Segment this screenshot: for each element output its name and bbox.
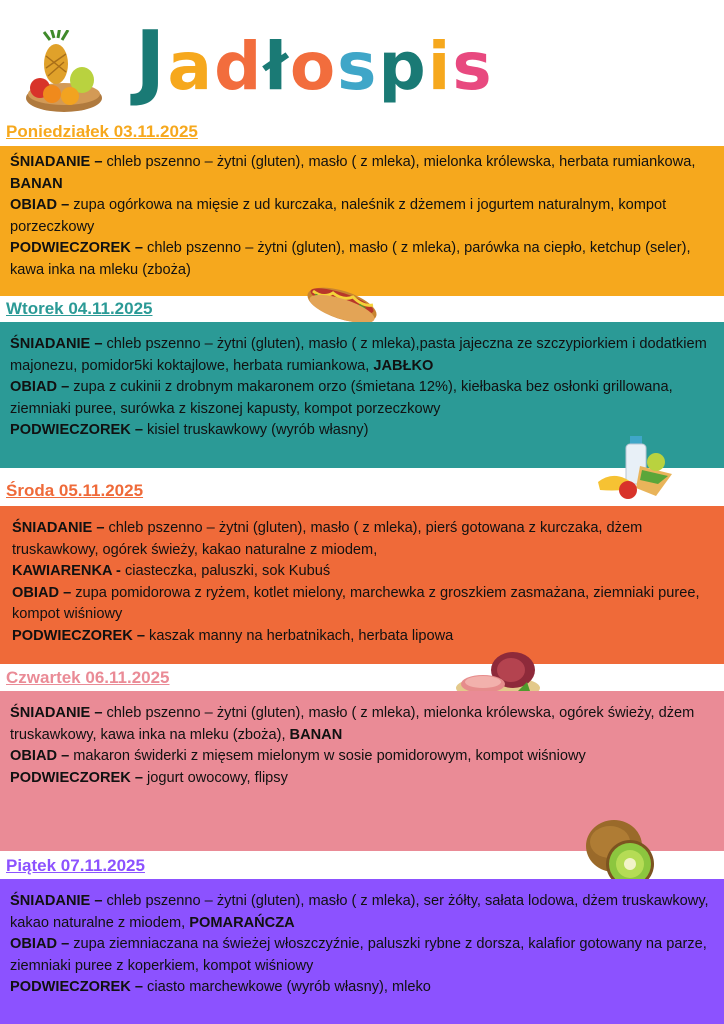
- day-title-wednesday: Środa 05.11.2025: [6, 481, 144, 500]
- meal-breakfast: ŚNIADANIE – chleb pszenno – żytni (gluten), masło ( z mleka), pierś gotowana z kurczaka, dżem truskawkowy, ogórek świeży, kakao naturalne z miodem,: [12, 520, 643, 558]
- title-letter: i: [427, 28, 453, 105]
- day-title-tuesday: Wtorek 04.11.2025: [6, 299, 153, 318]
- meal-lunch: OBIAD – zupa pomidorowa z ryżem, kotlet mielony, marchewka z groszkiem zasmażana, ziemniaki puree, kompot wiśniowy: [12, 584, 700, 622]
- title-letter: o: [289, 28, 338, 105]
- title-letter: J: [135, 14, 168, 109]
- day-band-friday: [0, 879, 724, 1024]
- meal-breakfast: ŚNIADANIE – chleb pszenno – żytni (gluten), masło ( z mleka), mielonka królewska, herbata rumiankowa, BANAN: [10, 154, 696, 192]
- lunchbox-icon: [596, 432, 676, 502]
- meal-breakfast: ŚNIADANIE – chleb pszenno – żytni (gluten), masło ( z mleka),pasta jajeczna ze szczypiorkiem i dodatkiem majonezu, pomidor5ki koktajlowe, herbata rumiankowa, JABŁKO: [10, 336, 707, 374]
- title-letter: ł: [263, 28, 290, 105]
- meal-breakfast: ŚNIADANIE – chleb pszenno – żytni (gluten), masło ( z mleka), ser żółty, sałata lodowa, dżem truskawkowy, kakao naturalne z miodem, POMARAŃCZA: [10, 893, 709, 931]
- meal-lunch: OBIAD – zupa z cukinii z drobnym makaronem orzo (śmietana 12%), kiełbaska bez osłonki grillowana, ziemniaki puree, surówka z kiszonej kapusty, kompot porzeczkowy: [10, 379, 673, 417]
- meal-lunch: OBIAD – zupa ziemniaczana na świeżej włoszczyźnie, paluszki rybne z dorsza, kalafior gotowany na parze, ziemniaki puree z koperkiem, kompot wiśniowy: [10, 936, 707, 974]
- title-letter: d: [214, 28, 264, 105]
- fruit-bowl-icon: [24, 30, 104, 115]
- hot-dog-icon: [303, 277, 381, 327]
- day-band-wednesday: [0, 506, 724, 664]
- meal-cafe: KAWIARENKA - ciasteczka, paluszki, sok Kubuś: [12, 563, 331, 579]
- title-letter: a: [167, 28, 215, 105]
- title-letter: s: [452, 28, 494, 105]
- meal-breakfast: ŚNIADANIE – chleb pszenno – żytni (gluten), masło ( z mleka), mielonka królewska, ogórek świeży, dżem truskawkowy, kawa inka na mleku (zboża), BANAN: [10, 705, 695, 743]
- page-title: [135, 12, 494, 117]
- meal-snack: PODWIECZOREK – chleb pszenno – żytni (gluten), masło ( z mleka), parówka na ciepło, ketchup (seler), kawa inka na mleku (zboża): [10, 240, 691, 278]
- title-letter: s: [337, 28, 379, 105]
- day-band-monday: [0, 146, 724, 296]
- meal-lunch: OBIAD – makaron świderki z mięsem mielonym w sosie pomidorowym, kompot wiśniowy: [10, 748, 586, 764]
- meal-snack: PODWIECZOREK – ciasto marchewkowe (wyrób własny), mleko: [10, 979, 431, 995]
- day-title-monday: Poniedziałek 03.11.2025: [6, 122, 198, 141]
- meal-lunch: OBIAD – zupa ogórkowa na mięsie z ud kurczaka, naleśnik z dżemem i jogurtem naturalnym, kompot porzeczkowy: [10, 197, 667, 235]
- meal-snack: PODWIECZOREK – kisiel truskawkowy (wyrób własny): [10, 422, 369, 438]
- meal-snack: PODWIECZOREK – jogurt owocowy, flipsy: [10, 769, 288, 786]
- header: [0, 0, 724, 118]
- day-title-thursday: Czwartek 06.11.2025: [6, 668, 170, 687]
- title-letter: p: [378, 28, 428, 105]
- day-title-friday: Piątek 07.11.2025: [6, 856, 145, 875]
- meal-snack: PODWIECZOREK – kaszak manny na herbatnikach, herbata lipowa: [12, 627, 454, 644]
